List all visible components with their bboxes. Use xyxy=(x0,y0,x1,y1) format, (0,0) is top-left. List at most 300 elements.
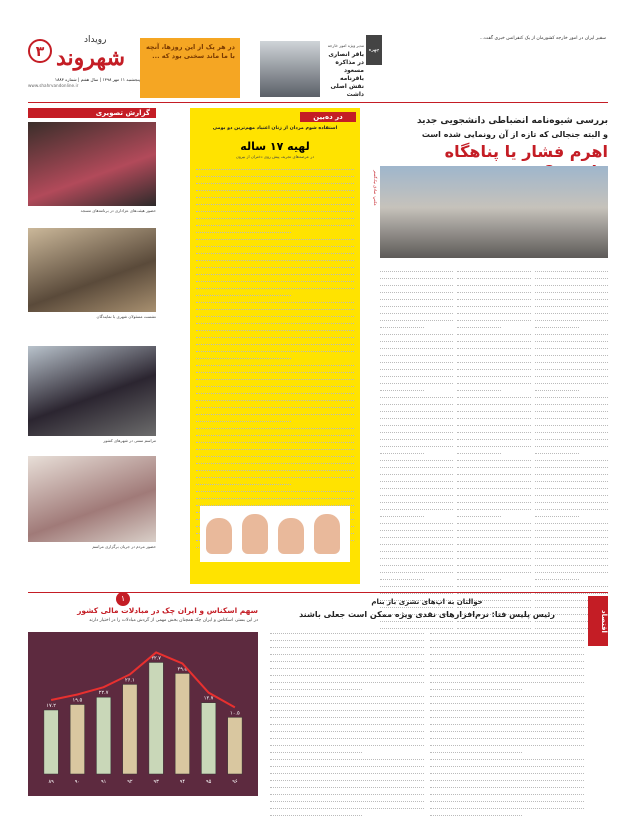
text-line xyxy=(196,346,354,352)
chart-value-label: ۲۲.۷ xyxy=(98,690,109,697)
text-line xyxy=(457,280,530,286)
text-line xyxy=(535,552,608,558)
text-line xyxy=(430,754,584,760)
yellow-column-subhead: در عرصه‌های تجربه، پیش روی دختران از بیرون xyxy=(235,154,315,159)
chart-bar xyxy=(228,717,242,774)
text-line xyxy=(535,350,608,356)
text-line xyxy=(457,552,530,558)
text-line xyxy=(535,336,608,342)
text-line xyxy=(196,388,354,394)
text-line xyxy=(196,185,354,191)
text-line xyxy=(457,434,530,440)
main-story-headline: اهرم فشار یا پناهگاه xyxy=(444,142,608,161)
orange-teaser-text: در هر یک از این روزها، آنچه با ما ماند سخنی بود که ... xyxy=(145,43,235,60)
text-line xyxy=(196,283,354,289)
photo-report-image-3 xyxy=(28,346,156,436)
text-line xyxy=(457,266,530,272)
chart-value-label: ۳۲.۷ xyxy=(151,655,161,662)
text-line xyxy=(430,733,584,739)
text-line xyxy=(535,441,608,447)
bottom-story-body xyxy=(270,628,584,796)
text-line xyxy=(457,462,530,468)
text-line xyxy=(270,649,424,655)
text-line xyxy=(535,280,608,286)
text-line xyxy=(535,573,579,579)
text-line xyxy=(535,322,579,328)
text-line xyxy=(430,705,584,711)
text-line xyxy=(270,796,424,802)
text-line xyxy=(196,304,354,310)
text-line xyxy=(457,315,530,321)
chart-block xyxy=(28,596,258,796)
bottom-story-headline: رئیس پلیس فتا: نرم‌افزارهای نقدی ویژه ممکن است جعلی باشند xyxy=(299,610,555,619)
text-line xyxy=(380,413,453,419)
text-line xyxy=(457,371,530,377)
chart-headline: سهم اسکناس و ایران چک در مبادلات مالی کشور xyxy=(77,606,258,615)
text-line xyxy=(430,712,584,718)
photo-report-caption-2: نشست مسئولان شهری با نمایندگان xyxy=(96,314,156,319)
text-line xyxy=(457,483,530,489)
text-line xyxy=(196,492,354,498)
chart-value-label: ۱۹.۵ xyxy=(72,697,83,704)
text-line xyxy=(196,374,354,380)
masthead-brand: شهروند xyxy=(56,45,126,71)
text-line xyxy=(270,628,424,634)
text-line xyxy=(535,483,608,489)
chart-bar xyxy=(149,662,163,774)
text-line xyxy=(457,357,530,363)
text-line xyxy=(457,350,530,356)
text-line xyxy=(457,308,530,314)
masthead-rooydad: رویداد xyxy=(84,35,107,45)
masthead-divider xyxy=(28,102,608,103)
text-line xyxy=(380,476,453,482)
text-line xyxy=(535,427,608,433)
text-line xyxy=(430,698,584,704)
text-line xyxy=(196,255,354,261)
text-line xyxy=(380,483,453,489)
text-line xyxy=(430,726,584,732)
text-line xyxy=(270,677,424,683)
bottom-story-col-2 xyxy=(270,628,424,796)
text-line xyxy=(457,496,530,502)
text-line xyxy=(457,294,530,300)
yellow-column-kicker: استفاده شوم مردان از زنان اعتیاد مهم‌ترین دو بومی xyxy=(212,126,338,131)
text-line xyxy=(430,775,584,781)
text-line xyxy=(270,691,424,697)
text-line xyxy=(380,315,453,321)
text-line xyxy=(380,427,453,433)
text-line xyxy=(430,761,584,767)
chart-value-label: ۲۹.۵ xyxy=(177,666,188,673)
text-line xyxy=(535,406,608,412)
text-line xyxy=(196,262,354,268)
text-line xyxy=(196,199,354,205)
text-line xyxy=(535,399,608,405)
text-line xyxy=(457,273,530,279)
text-line xyxy=(457,364,530,370)
text-line xyxy=(380,462,453,468)
text-line xyxy=(430,656,584,662)
text-line xyxy=(196,436,354,442)
text-line xyxy=(535,273,608,279)
photo-report-caption-3: مراسم سنتی در شهرهای کشور xyxy=(103,438,156,443)
text-line xyxy=(535,462,608,468)
text-line xyxy=(535,266,608,272)
hand-icon xyxy=(242,514,268,554)
text-line xyxy=(270,656,424,662)
text-line xyxy=(457,573,501,579)
text-line xyxy=(430,684,522,690)
text-line xyxy=(535,385,579,391)
text-line xyxy=(270,810,362,816)
text-line xyxy=(270,761,424,767)
text-line xyxy=(380,378,453,384)
text-line xyxy=(196,429,354,435)
text-line xyxy=(380,343,453,349)
text-line xyxy=(380,322,424,328)
text-line xyxy=(380,308,453,314)
bottom-story-kicker: حوالتان به اپ‌های نشری باز بنام xyxy=(371,598,483,606)
text-line xyxy=(535,503,608,509)
text-line xyxy=(430,782,584,788)
text-line xyxy=(270,768,424,774)
text-line xyxy=(270,733,424,739)
text-line xyxy=(457,559,530,565)
text-line xyxy=(196,269,354,275)
text-line xyxy=(457,538,530,544)
text-line xyxy=(380,552,453,558)
main-story-col-1 xyxy=(535,266,608,586)
text-line xyxy=(535,566,608,572)
text-line xyxy=(457,510,501,516)
text-line xyxy=(457,329,530,335)
photo-report-caption-1: حضور هیئت‌های عزاداری در برنامه‌های مسجد xyxy=(80,208,156,213)
text-line xyxy=(196,408,354,414)
text-line xyxy=(270,782,424,788)
text-line xyxy=(270,726,424,732)
text-line xyxy=(535,531,608,537)
text-line xyxy=(380,524,453,530)
text-line xyxy=(270,684,362,690)
text-line xyxy=(196,276,354,282)
chart-svg xyxy=(28,632,258,796)
text-line xyxy=(380,392,453,398)
chart-tick-label: ۹۰ xyxy=(74,779,81,785)
main-story-kicker: بررسی شیوه‌نامه انضباطی دانشجویی جدید xyxy=(416,116,608,126)
text-line xyxy=(457,503,530,509)
text-line xyxy=(535,490,608,496)
yellow-column-body xyxy=(196,164,354,494)
text-line xyxy=(457,545,530,551)
text-line xyxy=(270,775,424,781)
text-line xyxy=(196,394,354,400)
text-line xyxy=(457,580,530,586)
text-line xyxy=(457,455,530,461)
text-line xyxy=(270,663,424,669)
main-story-photo xyxy=(380,166,608,258)
text-line xyxy=(196,241,354,247)
text-line xyxy=(380,538,453,544)
text-line xyxy=(457,476,530,482)
text-line xyxy=(380,434,453,440)
text-line xyxy=(196,401,354,407)
text-line xyxy=(196,450,354,456)
text-line xyxy=(380,350,453,356)
text-line xyxy=(196,227,291,233)
chart-bar xyxy=(123,684,137,774)
text-line xyxy=(196,178,354,184)
text-line xyxy=(430,691,584,697)
photo-report-image-4 xyxy=(28,456,156,542)
text-line xyxy=(457,441,530,447)
chart-tick-label: ۹۱ xyxy=(100,779,107,785)
text-line xyxy=(196,311,354,317)
text-line xyxy=(535,517,608,523)
text-line xyxy=(196,339,354,345)
text-line xyxy=(196,485,354,491)
text-line xyxy=(196,290,291,296)
text-line xyxy=(196,443,354,449)
text-line xyxy=(196,464,354,470)
profile-role: مدیر ویژه امور خارجه xyxy=(327,43,364,48)
profile-headline: باقر انصاری در مذاکره مسعود باقرنامه نقش اصلی داشت xyxy=(328,51,364,98)
text-line xyxy=(457,566,530,572)
text-line xyxy=(457,413,530,419)
text-line xyxy=(196,297,354,303)
text-line xyxy=(457,427,530,433)
text-line xyxy=(535,287,608,293)
text-line xyxy=(430,796,584,802)
text-line xyxy=(196,171,354,177)
text-line xyxy=(380,266,453,272)
photo-report-caption-4: حضور مردم در جریان برگزاری مراسم xyxy=(92,544,156,549)
text-line xyxy=(535,329,608,335)
photo-report-label: گزارش تصویری xyxy=(28,108,156,118)
text-line xyxy=(270,670,424,676)
top-right-text: سفیر ایران در امور خارجه کشورمان از یک کنفرانس خبری گفت... xyxy=(479,36,606,41)
text-line xyxy=(196,164,354,170)
text-line xyxy=(380,566,453,572)
hand-icon xyxy=(206,518,232,554)
text-line xyxy=(270,803,424,809)
text-line xyxy=(380,441,453,447)
text-line xyxy=(380,273,453,279)
text-line xyxy=(380,280,453,286)
text-line xyxy=(380,580,453,586)
text-line xyxy=(380,503,453,509)
text-line xyxy=(430,719,584,725)
text-line xyxy=(196,332,354,338)
text-line xyxy=(535,580,608,586)
text-line xyxy=(196,213,354,219)
text-line xyxy=(196,318,354,324)
profile-block xyxy=(240,35,382,99)
text-line xyxy=(535,455,608,461)
text-line xyxy=(196,206,354,212)
text-line xyxy=(535,448,579,454)
chart-value-label: ۱۲.۷ xyxy=(203,695,214,702)
yellow-column-label: در ده‌بین xyxy=(300,112,356,122)
text-line xyxy=(270,747,362,753)
chart-subhead: در این بستر، اسکناس و ایران چک همچنان بخش مهمی از گردش مبادلات را در اختیار دارند xyxy=(89,618,258,623)
text-line xyxy=(457,524,530,530)
text-line xyxy=(196,192,354,198)
text-line xyxy=(535,294,608,300)
text-line xyxy=(430,768,584,774)
text-line xyxy=(430,803,584,809)
text-line xyxy=(535,469,608,475)
chart-value-label: ۱۷.۲ xyxy=(46,703,56,709)
text-line xyxy=(380,496,453,502)
text-line xyxy=(457,490,530,496)
text-line xyxy=(380,357,453,363)
chart-bar xyxy=(44,710,58,774)
text-line xyxy=(196,471,354,477)
bottom-story-badge: اقتصاد xyxy=(588,596,608,646)
profile-tag: چهره xyxy=(366,35,382,65)
text-line xyxy=(457,420,530,426)
text-line xyxy=(196,234,354,240)
text-line xyxy=(380,420,453,426)
text-line xyxy=(270,754,424,760)
text-line xyxy=(457,517,530,523)
text-line xyxy=(380,301,453,307)
text-line xyxy=(457,336,530,342)
text-line xyxy=(457,301,530,307)
text-line xyxy=(270,642,424,648)
chart-value-label: ۱۰.۵ xyxy=(230,710,240,717)
text-line xyxy=(430,677,584,683)
chart-corner-number: ۱ xyxy=(116,592,130,606)
chart-tick-label: ۹۵ xyxy=(205,779,212,785)
chart-tick-label: ۸۹ xyxy=(48,779,54,785)
chart-bar xyxy=(70,705,84,774)
text-line xyxy=(380,545,453,551)
text-line xyxy=(380,406,453,412)
text-line xyxy=(430,789,584,795)
text-line xyxy=(380,510,424,516)
text-line xyxy=(196,478,291,484)
text-line xyxy=(535,308,608,314)
text-line xyxy=(535,545,608,551)
text-line xyxy=(380,385,424,391)
text-line xyxy=(535,496,608,502)
text-line xyxy=(196,325,354,331)
text-line xyxy=(457,448,501,454)
text-line xyxy=(457,287,530,293)
text-line xyxy=(270,698,424,704)
text-line xyxy=(535,371,608,377)
text-line xyxy=(457,385,501,391)
text-line xyxy=(430,628,584,634)
text-line xyxy=(457,322,501,328)
bottom-divider xyxy=(28,592,608,593)
profile-photo xyxy=(260,41,320,97)
text-line xyxy=(380,336,453,342)
main-story-kicker2: و البته جنجالی که تازه از آن رونمایی شده است xyxy=(421,130,608,139)
text-line xyxy=(535,510,579,516)
text-line xyxy=(270,705,424,711)
text-line xyxy=(270,719,424,725)
masthead-site[interactable]: www.shahrvandonline.ir xyxy=(28,83,79,88)
text-line xyxy=(430,663,584,669)
text-line xyxy=(196,499,354,505)
text-line xyxy=(457,406,530,412)
text-line xyxy=(380,329,453,335)
text-line xyxy=(430,740,584,746)
text-line xyxy=(430,635,584,641)
chart-value-label: ۲۶.۱ xyxy=(125,677,135,684)
text-line xyxy=(270,789,424,795)
text-line xyxy=(380,490,453,496)
text-line xyxy=(535,301,608,307)
text-line xyxy=(535,357,608,363)
bottom-story-col-1 xyxy=(430,628,584,796)
text-line xyxy=(457,392,530,398)
text-line xyxy=(380,455,453,461)
text-line xyxy=(380,531,453,537)
text-line xyxy=(196,248,354,254)
text-line xyxy=(380,517,453,523)
main-story-body xyxy=(380,266,608,586)
chart-tick-label: ۹۲ xyxy=(127,779,133,785)
main-story-col-2 xyxy=(457,266,530,586)
text-line xyxy=(380,573,424,579)
text-line xyxy=(380,469,453,475)
text-line xyxy=(457,469,530,475)
text-line xyxy=(457,399,530,405)
text-line xyxy=(430,670,584,676)
text-line xyxy=(196,422,354,428)
photo-report-image-1 xyxy=(28,122,156,206)
text-line xyxy=(535,364,608,370)
text-line xyxy=(535,413,608,419)
text-line xyxy=(457,343,530,349)
chart-tick-label: ۹۶ xyxy=(232,779,238,785)
text-line xyxy=(380,364,453,370)
masthead xyxy=(28,35,140,99)
text-line xyxy=(535,392,608,398)
main-story-col-3 xyxy=(380,266,453,586)
masthead-number: ۳ xyxy=(28,39,52,63)
hand-icon xyxy=(278,518,304,554)
text-line xyxy=(196,367,354,373)
chart-tick-label: ۹۳ xyxy=(153,779,159,785)
text-line xyxy=(535,538,608,544)
text-line xyxy=(196,457,354,463)
text-line xyxy=(380,294,453,300)
text-line xyxy=(196,353,291,359)
orange-teaser-box xyxy=(140,38,240,98)
hand-icon xyxy=(314,514,340,554)
text-line xyxy=(457,378,530,384)
text-line xyxy=(430,810,522,816)
text-line xyxy=(535,524,608,530)
main-story-byline: عکس: صادق نیک‌گستر xyxy=(373,170,378,206)
text-line xyxy=(535,559,608,565)
text-line xyxy=(380,287,453,293)
chart-tick-label: ۹۴ xyxy=(179,779,186,785)
photo-report-image-2 xyxy=(28,228,156,312)
text-line xyxy=(196,360,354,366)
text-line xyxy=(380,559,453,565)
text-line xyxy=(196,415,291,421)
text-line xyxy=(196,381,354,387)
text-line xyxy=(535,434,608,440)
chart-bar xyxy=(201,703,215,774)
text-line xyxy=(380,371,453,377)
